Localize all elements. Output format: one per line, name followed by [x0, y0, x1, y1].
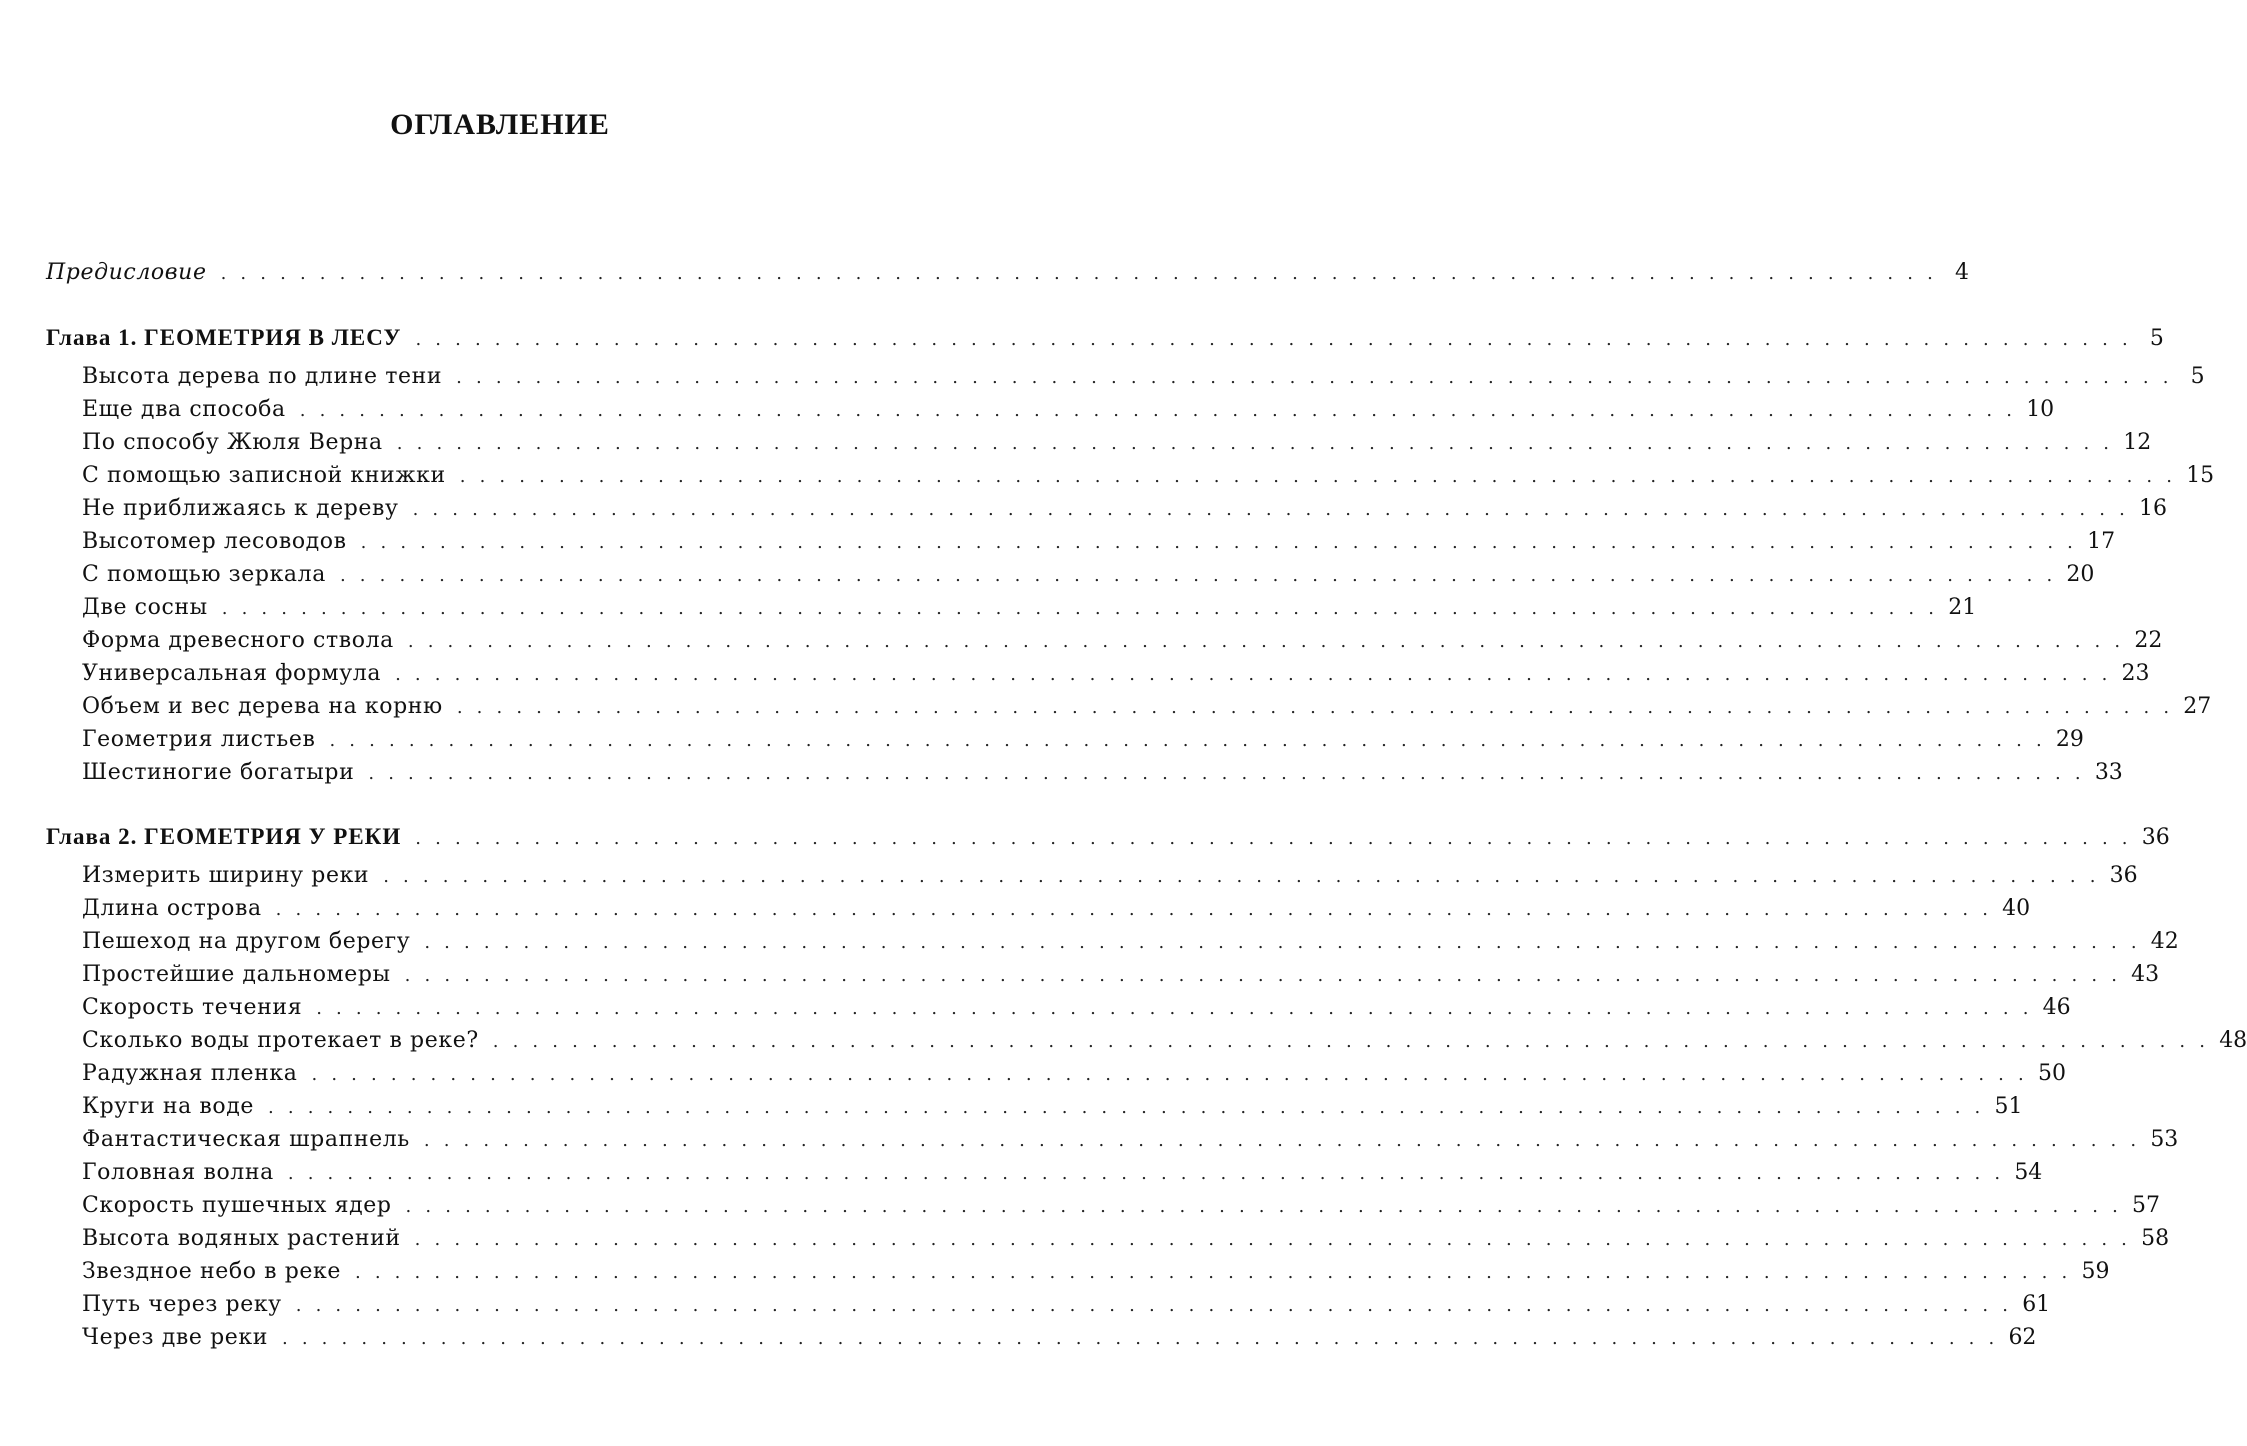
- toc-section-entry[interactable]: [46, 624, 2163, 657]
- toc-page-number: 48: [2219, 1028, 2247, 1053]
- dot-leader: . . . . . . . . . . . . . . . . . . . . . . . . . . . . . . . . . . . . . . . . . . . . . . . . . . . . . . . . . . . . . . . . . . . . . . . . . . . . . . . . . . . . . . .: [405, 1196, 2122, 1217]
- dot-leader: . . . . . . . . . . . . . . . . . . . . . . . . . . . . . . . . . . . . . . . . . . . . . . . . . . . . . . . . . . . . . . . . . . . . . . . . . . . . . . . . . . . . . . .: [383, 866, 2100, 887]
- toc-page-number: 42: [2150, 929, 2179, 954]
- toc-section-entry[interactable]: [46, 1123, 2179, 1156]
- toc-entry-label: Глава 2. ГЕОМЕТРИЯ У РЕКИ: [46, 824, 402, 849]
- toc-entry-label: Измерить ширину реки: [82, 863, 370, 888]
- table-of-contents: [46, 256, 2247, 1354]
- toc-entry-label: Длина острова: [82, 896, 262, 921]
- toc-page-number: 62: [2008, 1325, 2037, 1350]
- dot-leader: . . . . . . . . . . . . . . . . . . . . . . . . . . . . . . . . . . . . . . . . . . . . . . . . . . . . . . . . . . . . . . . . . . . . . . . . . . . . . . . . . . . . . . .: [268, 1097, 1985, 1118]
- chapter-group: [46, 321, 2215, 789]
- toc-page-number: 36: [2141, 825, 2170, 850]
- toc-chapter-heading[interactable]: [46, 820, 2170, 853]
- toc-page-number: 15: [2186, 463, 2215, 488]
- toc-page-number: 51: [1994, 1094, 2023, 1119]
- toc-page-number: 21: [1948, 595, 1977, 620]
- dot-leader: . . . . . . . . . . . . . . . . . . . . . . . . . . . . . . . . . . . . . . . . . . . . . . . . . . . . . . . . . . . . . . . . . . . . . . . . . . . . . . . . . . . . . . .: [329, 730, 2046, 751]
- dot-leader: . . . . . . . . . . . . . . . . . . . . . . . . . . . . . . . . . . . . . . . . . . . . . . . . . . . . . . . . . . . . . . . . . . . . . . . . . . . . . . . . . . . . . . .: [295, 1295, 2013, 1316]
- dot-leader: . . . . . . . . . . . . . . . . . . . . . . . . . . . . . . . . . . . . . . . . . . . . . . . . . . . . . . . . . . . . . . . . . . . . . . . . . . . . . . . . . . . . . . .: [456, 367, 2173, 388]
- dot-leader: . . . . . . . . . . . . . . . . . . . . . . . . . . . . . . . . . . . . . . . . . . . . . . . . . . . . . . . . . . . . . . . . . . . . . . . . . . . . . . . . . . . . . . .: [281, 1328, 1999, 1349]
- toc-page-number: 54: [2014, 1160, 2043, 1185]
- toc-entry-label: Путь через реку: [82, 1292, 282, 1317]
- dot-leader: . . . . . . . . . . . . . . . . . . . . . . . . . . . . . . . . . . . . . . . . . . . . . . . . . . . . . . . . . . . . . . . . . . . . . . . . . . . . . . . . . . . . . . .: [459, 466, 2177, 487]
- toc-page-number: 43: [2131, 962, 2160, 987]
- toc-section-entry[interactable]: [46, 393, 2055, 426]
- dot-leader: . . . . . . . . . . . . . . . . . . . . . . . . . . . . . . . . . . . . . . . . . . . . . . . . . . . . . . . . . . . . . . . . . . . . . . . . . . . . . . . . . . . . . . .: [456, 697, 2174, 718]
- toc-chapter-heading[interactable]: [46, 321, 2164, 354]
- toc-section-entry[interactable]: [46, 1321, 2037, 1354]
- toc-entry-label: С помощью зеркала: [82, 562, 326, 587]
- toc-section-entry[interactable]: [46, 525, 2116, 558]
- toc-entry-label: С помощью записной книжки: [82, 463, 446, 488]
- toc-section-entry[interactable]: [46, 360, 2205, 393]
- toc-entry-label: Не приближаясь к дереву: [82, 496, 399, 521]
- toc-entry-label: Радужная пленка: [82, 1061, 298, 1086]
- toc-entry-label: Предисловие: [46, 260, 207, 285]
- toc-section-entry[interactable]: [46, 892, 2031, 925]
- toc-entry-label: Простейшие дальномеры: [82, 962, 391, 987]
- toc-page-number: 5: [2190, 364, 2205, 389]
- dot-leader: . . . . . . . . . . . . . . . . . . . . . . . . . . . . . . . . . . . . . . . . . . . . . . . . . . . . . . . . . . . . . . . . . . . . . . . . . . . . . . . . . . . . . . .: [220, 263, 1938, 284]
- toc-entry-label: Звездное небо в реке: [82, 1259, 341, 1284]
- dot-leader: . . . . . . . . . . . . . . . . . . . . . . . . . . . . . . . . . . . . . . . . . . . . . . . . . . . . . . . . . . . . . . . . . . . . . . . . . . . . . . . . . . . . . . .: [396, 433, 2114, 454]
- toc-section-entry[interactable]: [46, 657, 2150, 690]
- toc-entry-label: Высота дерева по длине тени: [82, 364, 443, 389]
- chapter-group: [46, 820, 2247, 1354]
- toc-entry-label: Через две реки: [82, 1325, 268, 1350]
- spacer: [46, 789, 918, 820]
- toc-entry-label: Скорость пушечных ядер: [82, 1193, 392, 1218]
- dot-leader: . . . . . . . . . . . . . . . . . . . . . . . . . . . . . . . . . . . . . . . . . . . . . . . . . . . . . . . . . . . . . . . . . . . . . . . . . . . . . . . . . . . . . . .: [355, 1262, 2072, 1283]
- toc-section-entry[interactable]: [46, 591, 1977, 624]
- toc-page-number: 29: [2055, 727, 2084, 752]
- toc-entry-label: Круги на воде: [82, 1094, 255, 1119]
- toc-section-entry[interactable]: [46, 756, 2123, 789]
- toc-entry-label: Скорость течения: [82, 995, 303, 1020]
- toc-entry-label: Высотомер лесоводов: [82, 529, 347, 554]
- toc-page-number: 5: [2149, 326, 2164, 351]
- dot-leader: . . . . . . . . . . . . . . . . . . . . . . . . . . . . . . . . . . . . . . . . . . . . . . . . . . . . . . . . . . . . . . . . . . . . . . . . . . . . . . . . . . . . . . .: [407, 631, 2125, 652]
- dot-leader: . . . . . . . . . . . . . . . . . . . . . . . . . . . . . . . . . . . . . . . . . . . . . . . . . . . . . . . . . . . . . . . . . . . . . . . . . . . . . . . . . . . . . . .: [287, 1163, 2005, 1184]
- toc-section-entry[interactable]: [46, 459, 2215, 492]
- toc-section-entry[interactable]: [46, 1255, 2110, 1288]
- toc-page-number: 23: [2121, 661, 2150, 686]
- toc-entry-label: Высота водяных растений: [82, 1226, 401, 1251]
- dot-leader: . . . . . . . . . . . . . . . . . . . . . . . . . . . . . . . . . . . . . . . . . . . . . . . . . . . . . . . . . . . . . . . . . . . . . . . . . . . . . . . . . . . . . . .: [275, 899, 1993, 920]
- toc-section-entry[interactable]: [46, 1222, 2170, 1255]
- toc-entry-label: По способу Жюля Верна: [82, 430, 383, 455]
- toc-entry-label: Форма древесного ствола: [82, 628, 394, 653]
- toc-page-number: 20: [2066, 562, 2095, 587]
- toc-page-number: 22: [2134, 628, 2163, 653]
- dot-leader: . . . . . . . . . . . . . . . . . . . . . . . . . . . . . . . . . . . . . . . . . . . . . . . . . . . . . . . . . . . . . . . . . . . . . . . . . . . . . . . . . . . . . . .: [368, 763, 2085, 784]
- toc-entry-label: Глава 1. ГЕОМЕТРИЯ В ЛЕСУ: [46, 325, 402, 350]
- toc-entry-label: Объем и вес дерева на корню: [82, 694, 443, 719]
- toc-section-entry[interactable]: [46, 925, 2179, 958]
- toc-section-entry[interactable]: [46, 1057, 2066, 1090]
- toc-entry-label: Две сосны: [82, 595, 208, 620]
- toc-section-entry[interactable]: [46, 1288, 2051, 1321]
- toc-page-number: 50: [2037, 1061, 2066, 1086]
- dot-leader: . . . . . . . . . . . . . . . . . . . . . . . . . . . . . . . . . . . . . . . . . . . . . . . . . . . . . . . . . . . . . . . . . . . . . . . . . . . . . . . . . . . . . . .: [404, 965, 2122, 986]
- toc-page-number: 10: [2026, 397, 2055, 422]
- toc-section-entry[interactable]: [46, 1024, 2247, 1057]
- toc-page-number: 17: [2087, 529, 2116, 554]
- toc-page-number: 36: [2109, 863, 2138, 888]
- page-title: ОГЛАВЛЕНИЕ: [390, 108, 610, 141]
- toc-entry-label: Шестиногие богатыри: [82, 760, 355, 785]
- dot-leader: . . . . . . . . . . . . . . . . . . . . . . . . . . . . . . . . . . . . . . . . . . . . . . . . . . . . . . . . . . . . . . . . . . . . . . . . . . . . . . . . . . . . . . .: [415, 329, 2132, 350]
- toc-section-entry[interactable]: [46, 1189, 2160, 1222]
- toc-entry-label: Пешеход на другом берегу: [82, 929, 411, 954]
- toc-entry-label: Еще два способа: [82, 397, 286, 422]
- toc-section-entry[interactable]: [46, 723, 2084, 756]
- dot-leader: . . . . . . . . . . . . . . . . . . . . . . . . . . . . . . . . . . . . . . . . . . . . . . . . . . . . . . . . . . . . . . . . . . . . . . . . . . . . . . . . . . . . . . .: [339, 565, 2057, 586]
- toc-page-number: 27: [2183, 694, 2212, 719]
- toc-page-number: 57: [2132, 1193, 2160, 1218]
- dot-leader: . . . . . . . . . . . . . . . . . . . . . . . . . . . . . . . . . . . . . . . . . . . . . . . . . . . . . . . . . . . . . . . . . . . . . . . . . . . . . . . . . . . . . . .: [414, 1229, 2132, 1250]
- toc-page-number: 58: [2141, 1226, 2170, 1251]
- toc-section-entry[interactable]: [46, 1090, 2023, 1123]
- toc-page-number: 4: [1955, 260, 1970, 285]
- toc-entry-label: Геометрия листьев: [82, 727, 316, 752]
- toc-page-number: 33: [2094, 760, 2123, 785]
- toc-page-number: 12: [2123, 430, 2152, 455]
- dot-leader: . . . . . . . . . . . . . . . . . . . . . . . . . . . . . . . . . . . . . . . . . . . . . . . . . . . . . . . . . . . . . . . . . . . . . . . . . . . . . . . . . . . . . . .: [221, 598, 1939, 619]
- toc-entry-label: Головная волна: [82, 1160, 274, 1185]
- dot-leader: . . . . . . . . . . . . . . . . . . . . . . . . . . . . . . . . . . . . . . . . . . . . . . . . . . . . . . . . . . . . . . . . . . . . . . . . . . . . . . . . . . . . . . .: [395, 664, 2112, 685]
- dot-leader: . . . . . . . . . . . . . . . . . . . . . . . . . . . . . . . . . . . . . . . . . . . . . . . . . . . . . . . . . . . . . . . . . . . . . . . . . . . . . . . . . . . . . . .: [424, 932, 2141, 953]
- dot-leader: . . . . . . . . . . . . . . . . . . . . . . . . . . . . . . . . . . . . . . . . . . . . . . . . . . . . . . . . . . . . . . . . . . . . . . . . . . . . . . . . . . . . . . .: [360, 532, 2078, 553]
- dot-leader: . . . . . . . . . . . . . . . . . . . . . . . . . . . . . . . . . . . . . . . . . . . . . . . . . . . . . . . . . . . . . . . . . . . . . . . . . . . . . . . . . . . . . . .: [492, 1031, 2210, 1052]
- toc-section-entry[interactable]: [46, 690, 2212, 723]
- spacer: [46, 289, 918, 321]
- toc-page-number: 16: [2139, 496, 2168, 521]
- dot-leader: . . . . . . . . . . . . . . . . . . . . . . . . . . . . . . . . . . . . . . . . . . . . . . . . . . . . . . . . . . . . . . . . . . . . . . . . . . . . . . . . . . . . . . .: [299, 400, 2017, 421]
- toc-section-entry[interactable]: [46, 558, 2095, 591]
- chapter-list: [46, 321, 2247, 1354]
- toc-page-number: 40: [2002, 896, 2031, 921]
- dot-leader: . . . . . . . . . . . . . . . . . . . . . . . . . . . . . . . . . . . . . . . . . . . . . . . . . . . . . . . . . . . . . . . . . . . . . . . . . . . . . . . . . . . . . . .: [316, 998, 2033, 1019]
- dot-leader: . . . . . . . . . . . . . . . . . . . . . . . . . . . . . . . . . . . . . . . . . . . . . . . . . . . . . . . . . . . . . . . . . . . . . . . . . . . . . . . . . . . . . . .: [415, 828, 2132, 849]
- dot-leader: . . . . . . . . . . . . . . . . . . . . . . . . . . . . . . . . . . . . . . . . . . . . . . . . . . . . . . . . . . . . . . . . . . . . . . . . . . . . . . . . . . . . . . .: [412, 499, 2130, 520]
- toc-page-number: 59: [2081, 1259, 2110, 1284]
- toc-entry-label: Универсальная формула: [82, 661, 382, 686]
- dot-leader: . . . . . . . . . . . . . . . . . . . . . . . . . . . . . . . . . . . . . . . . . . . . . . . . . . . . . . . . . . . . . . . . . . . . . . . . . . . . . . . . . . . . . . .: [311, 1064, 2028, 1085]
- toc-page-number: 61: [2022, 1292, 2051, 1317]
- toc-page-number: 46: [2042, 995, 2071, 1020]
- toc-page-number: 53: [2150, 1127, 2179, 1152]
- toc-section-entry[interactable]: [46, 492, 2168, 525]
- toc-section-entry[interactable]: [46, 859, 2138, 892]
- toc-section-entry[interactable]: [46, 1156, 2043, 1189]
- toc-entry-label: Фантастическая шрапнель: [82, 1127, 410, 1152]
- toc-entry-preface[interactable]: [46, 256, 1970, 289]
- toc-section-entry[interactable]: [46, 958, 2160, 991]
- dot-leader: . . . . . . . . . . . . . . . . . . . . . . . . . . . . . . . . . . . . . . . . . . . . . . . . . . . . . . . . . . . . . . . . . . . . . . . . . . . . . . . . . . . . . . .: [423, 1130, 2141, 1151]
- toc-entry-label: Сколько воды протекает в реке?: [82, 1028, 479, 1053]
- toc-section-entry[interactable]: [46, 426, 2152, 459]
- toc-section-entry[interactable]: [46, 991, 2071, 1024]
